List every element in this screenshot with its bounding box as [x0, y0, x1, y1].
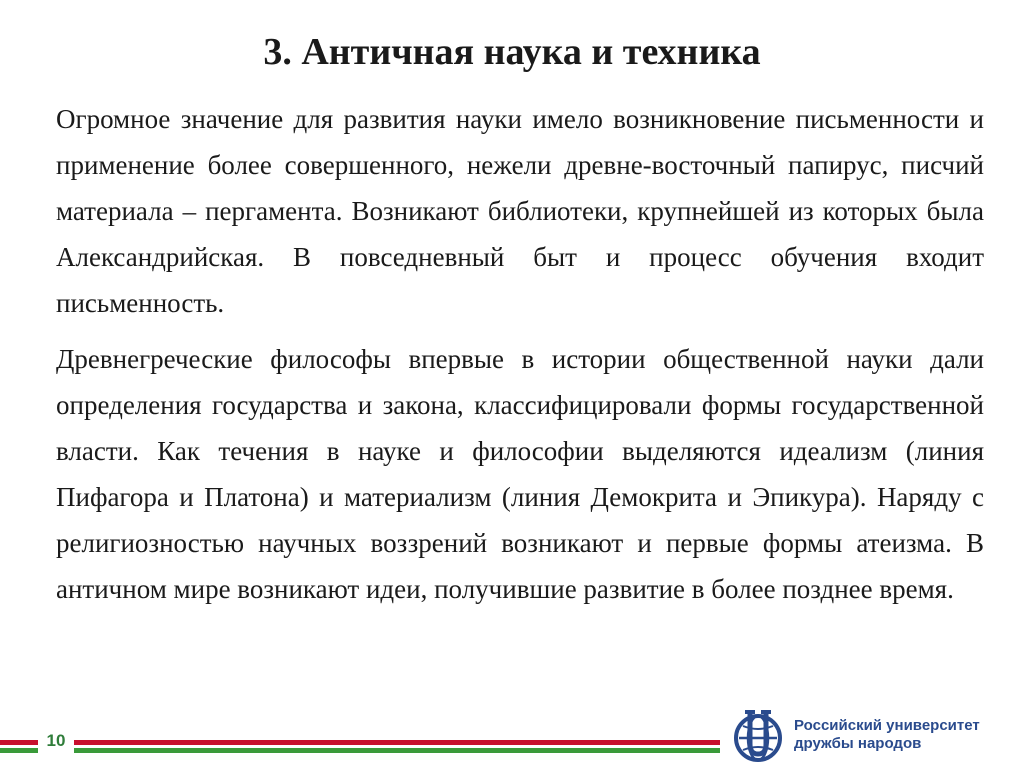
university-name-line-1: Российский университет	[794, 717, 980, 734]
paragraph-1: Огромное значение для развития науки имело возникновение письменности и применение более совершенного, нежели древне-восточный папирус, писчий материала – пергамента. Возникают библиотеки, крупнейшей из которых была Александрийская. В повседневный быт и процесс обучения входит письменность.	[56, 104, 984, 318]
page-number: 10	[38, 727, 74, 755]
footer-stripe-red	[0, 740, 720, 745]
slide-title: 3. Античная наука и техника	[263, 31, 761, 73]
slide-body	[56, 96, 984, 622]
footer-stripe-green	[0, 748, 720, 753]
university-logo	[722, 708, 1012, 764]
university-name	[794, 717, 980, 753]
university-name-line-2: дружбы народов	[794, 735, 922, 752]
slide-footer	[0, 706, 1024, 767]
paragraph-2: Древнегреческие философы впервые в истории общественной науки дали определения государства и закона, классифицировали формы государственной власти. Как течения в науке и философии выделяются идеализм (линия Пифагора и Платона) и материализм (линия Демокрита и Эпикура). Наряду с религиозностью научных воззрений возникают и первые формы атеизма. В античном мире возникают идеи, получившие развитие в более позднее время.	[56, 344, 984, 604]
university-emblem-icon	[728, 708, 788, 764]
